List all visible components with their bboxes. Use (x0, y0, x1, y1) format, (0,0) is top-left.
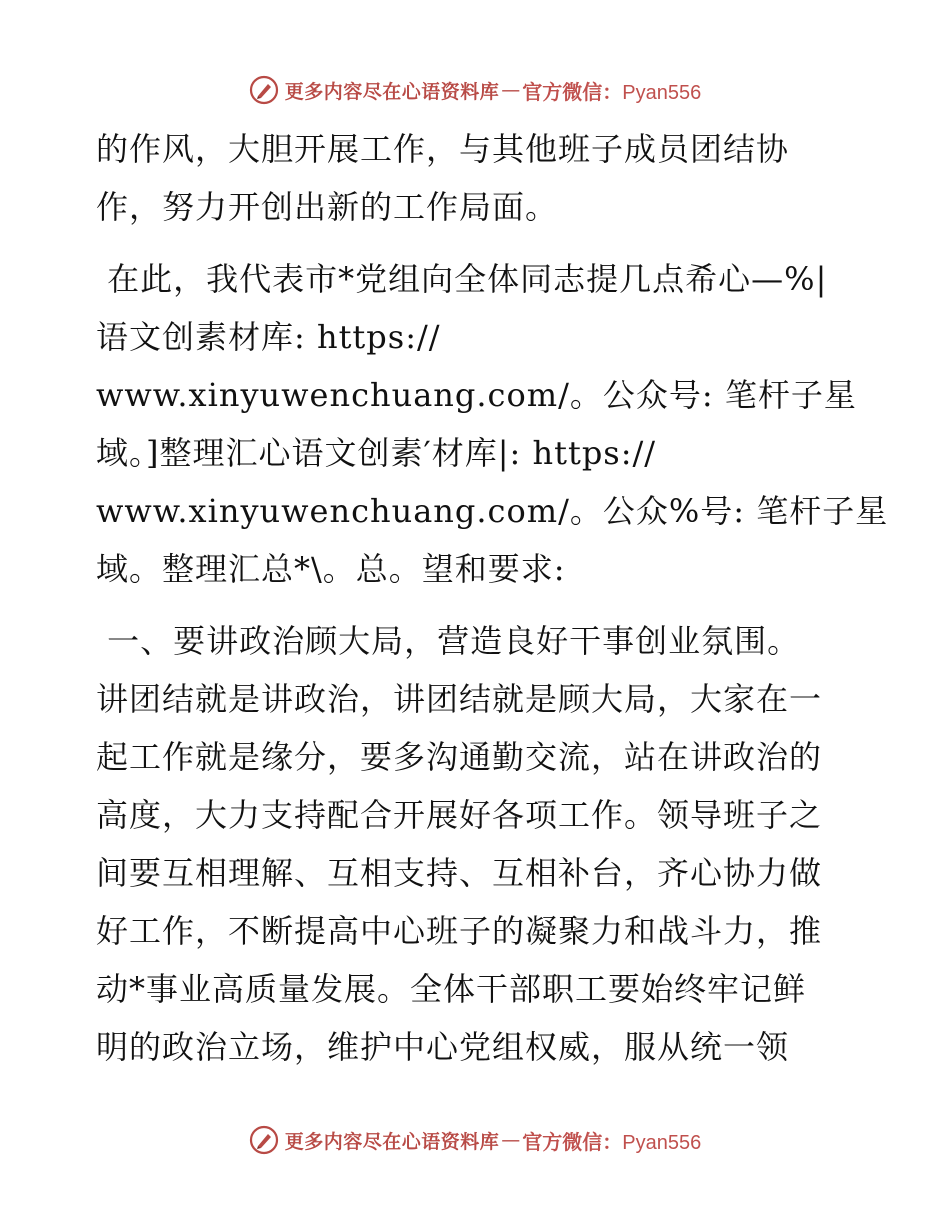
document-body (96, 120, 889, 1076)
text-line: 间要互相理解、互相支持、互相补台，齐心协力做 (96, 854, 823, 892)
watermark-wechat (522, 76, 701, 105)
text-line: www.xinyuwenchuang.com/。公众%号: 笔杆子星 (96, 492, 889, 530)
text-line: www.xinyuwenchuang.com/。公众号: 笔杆子星 (96, 376, 857, 414)
logo-pen-icon (249, 1125, 279, 1155)
text-line: 明的政治立场，维护中心党组权威，服从统一领 (96, 1028, 790, 1066)
wechat-id: Pyan556 (622, 81, 702, 104)
text-line: 一、要讲政治顾大局，营造良好干事创业氛围。 (96, 622, 801, 660)
text-line: 好工作，不断提高中心班子的凝聚力和战斗力，推 (96, 912, 823, 950)
watermark-text: 更多内容尽在心语资料库 (284, 1130, 500, 1153)
text-line: 高度，大力支持配合开展好各项工作。领导班子之 (96, 796, 823, 834)
text-line: 域。整理汇总*\。总。望和要求: (96, 550, 566, 588)
wechat-label: 官方微信： (522, 1129, 623, 1154)
paragraph-3 (96, 612, 866, 1076)
text-line: 讲团结就是讲政治，讲团结就是顾大局，大家在一 (96, 680, 823, 718)
logo-pen-icon (249, 75, 279, 105)
watermark-separator: — (501, 1129, 521, 1151)
text-line: 起工作就是缘分，要多沟通勤交流，站在讲政治的 (96, 738, 823, 776)
paragraph-2 (96, 250, 889, 598)
text-line: 动*事业高质量发展。全体干部职工要始终牢记鲜 (96, 970, 807, 1008)
text-line: 在此，我代表市*党组向全体同志提几点希心—%| (96, 260, 828, 298)
footer-watermark (0, 1120, 950, 1160)
watermark-wechat (522, 1126, 701, 1155)
header-watermark (0, 70, 950, 110)
watermark-text: 更多内容尽在心语资料库 (284, 80, 500, 103)
wechat-id: Pyan556 (622, 1131, 702, 1154)
wechat-label: 官方微信： (522, 79, 623, 104)
text-line: 域。]整理汇心语文创素′材库|: https:// (96, 434, 657, 472)
watermark-separator: — (501, 79, 521, 101)
text-line: 的作风，大胆开展工作，与其他班子成员团结协 (96, 130, 790, 168)
text-line: 作，努力开创出新的工作局面。 (96, 188, 559, 226)
paragraph-1 (96, 120, 866, 236)
text-line: 语文创素材库: https:// (96, 318, 441, 356)
